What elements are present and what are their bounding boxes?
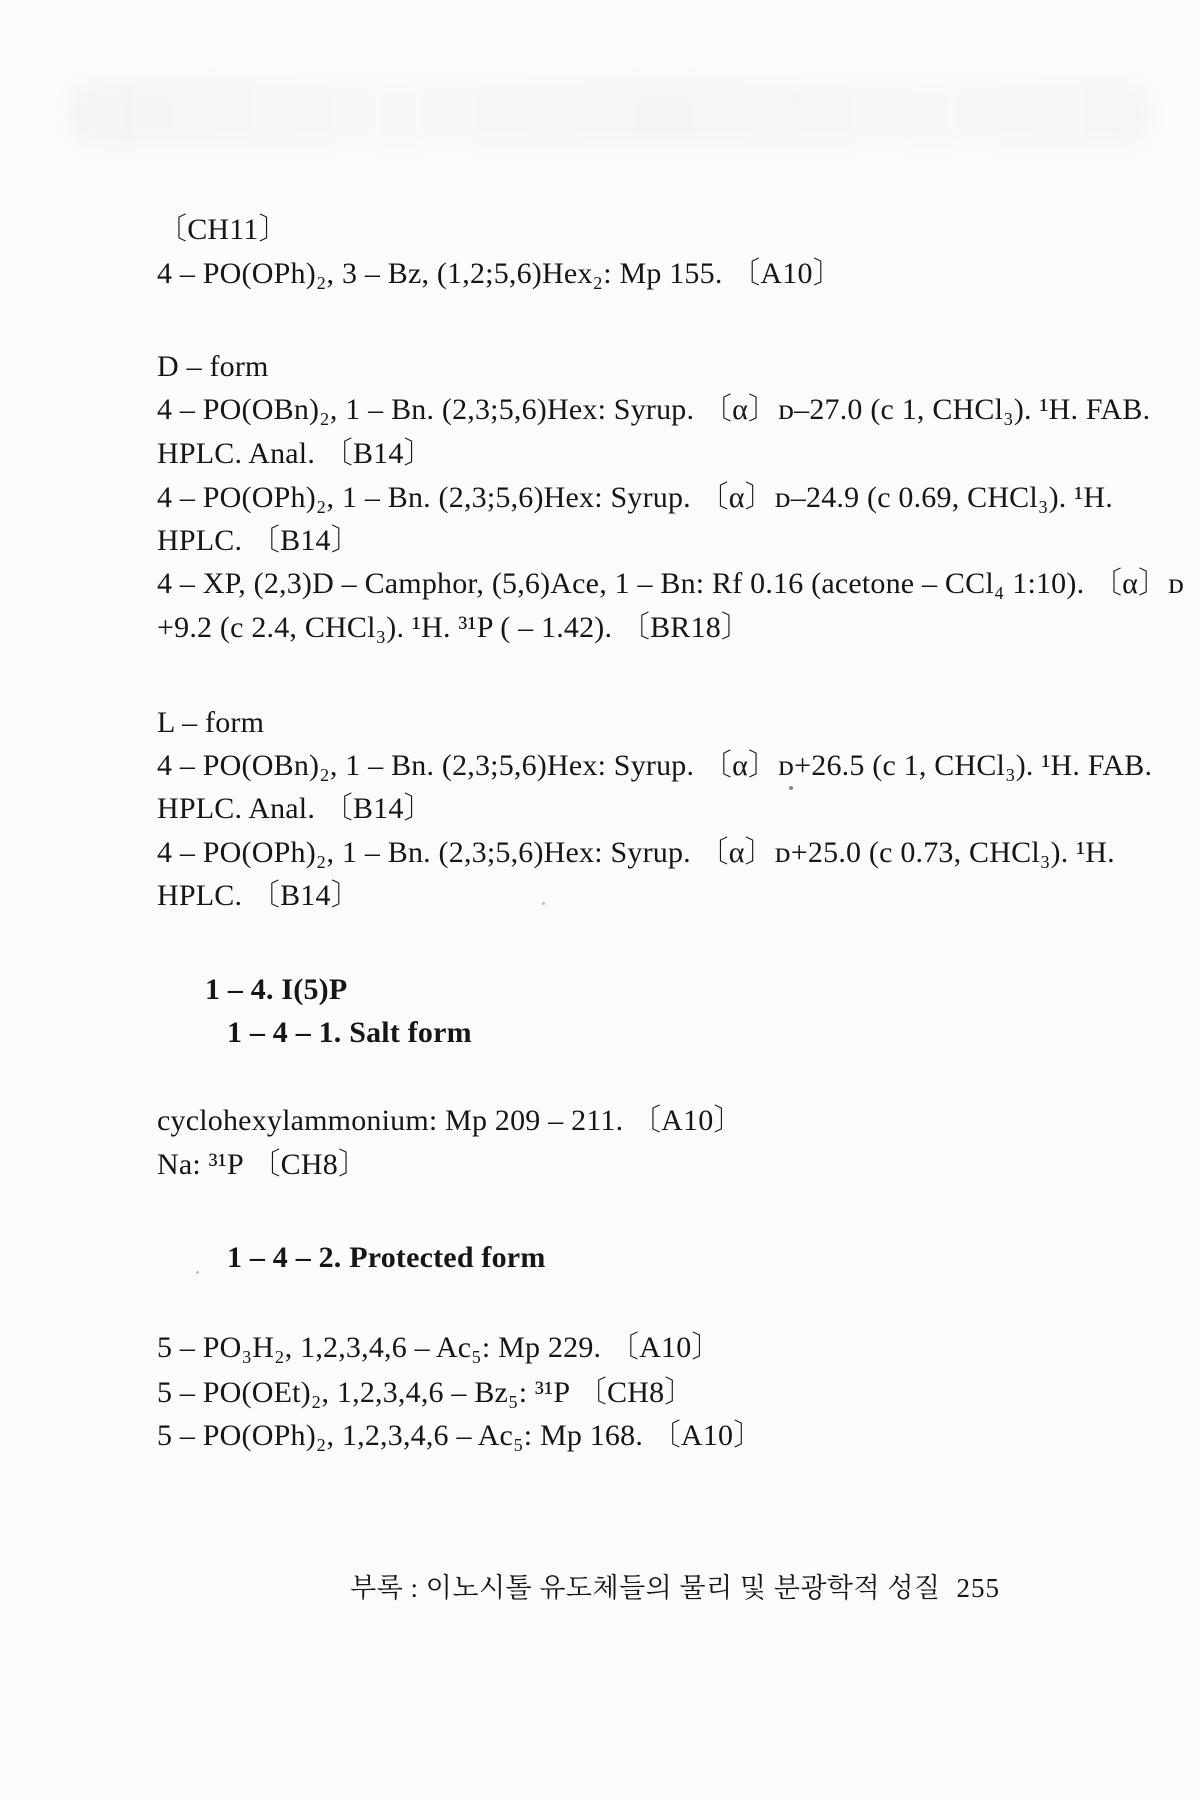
compound-data-line: 5 – PO₃H₂, 1,2,3,4,6 – Ac₅: Mp 229. 〔A10〕 (157, 1331, 722, 1364)
compound-data-line: +9.2 (c 2.4, CHCl₃). ¹H. ³¹P ( – 1.42). 〔BR18〕 (157, 611, 752, 644)
section-heading: 1 – 4. I(5)P (205, 973, 348, 1006)
compound-data-line: HPLC. Anal. 〔B14〕 (157, 792, 434, 825)
compound-data-line: 4 – PO(OPh)₂, 1 – Bn. (2,3;5,6)Hex: Syrup. 〔α〕ᴅ–24.9 (c 0.69, CHCl₃). ¹H. (157, 481, 1113, 514)
compound-data-line: 4 – XP, (2,3)D – Camphor, (5,6)Ace, 1 – Bn: Rf 0.16 (acetone – CCl₄ 1:10). 〔α〕ᴅ (157, 567, 1185, 600)
d-form-heading: D – form (157, 350, 269, 383)
compound-data-line: 4 – PO(OBn)₂, 1 – Bn. (2,3;5,6)Hex: Syrup. 〔α〕ᴅ+26.5 (c 1, CHCl₃). ¹H. FAB. (157, 749, 1153, 782)
page-footer (350, 1566, 1000, 1605)
scan-speck (789, 786, 793, 790)
compound-data-line: Na: ³¹P 〔CH8〕 (157, 1148, 369, 1181)
l-form-heading: L – form (157, 706, 265, 739)
compound-data-line: 5 – PO(OPh)₂, 1,2,3,4,6 – Ac₅: Mp 168. 〔A10〕 (157, 1419, 764, 1452)
compound-data-line: 5 – PO(OEt)₂, 1,2,3,4,6 – Bz₅: ³¹P 〔CH8〕 (157, 1376, 695, 1409)
compound-data-line: cyclohexylammonium: Mp 209 – 211. 〔A10〕 (157, 1104, 744, 1137)
scan-speck (196, 1271, 199, 1274)
reference-code-line: 〔CH11〕 (157, 213, 289, 246)
compound-data-line: HPLC. Anal. 〔B14〕 (157, 437, 434, 470)
compound-data-line: 4 – PO(OPh)₂, 3 – Bz, (1,2;5,6)Hex₂: Mp 155. 〔A10〕 (157, 257, 843, 290)
scan-speck (542, 902, 545, 905)
compound-data-line: 4 – PO(OBn)₂, 1 – Bn. (2,3;5,6)Hex: Syrup. 〔α〕ᴅ–27.0 (c 1, CHCl₃). ¹H. FAB. (157, 393, 1151, 426)
subsection-heading-protected-form: 1 – 4 – 2. Protected form (227, 1241, 546, 1274)
compound-data-line: 4 – PO(OPh)₂, 1 – Bn. (2,3;5,6)Hex: Syrup. 〔α〕ᴅ+25.0 (c 0.73, CHCl₃). ¹H. (157, 836, 1115, 869)
scan-smudge (70, 82, 1150, 146)
subsection-heading-salt-form: 1 – 4 – 1. Salt form (227, 1016, 472, 1049)
footer-title: 부록 : 이노시톨 유도체들의 물리 및 분광학적 성질 (350, 1573, 941, 1603)
compound-data-line: HPLC. 〔B14〕 (157, 879, 361, 912)
page-number: 255 (956, 1573, 1000, 1603)
compound-data-line: HPLC. 〔B14〕 (157, 524, 361, 557)
